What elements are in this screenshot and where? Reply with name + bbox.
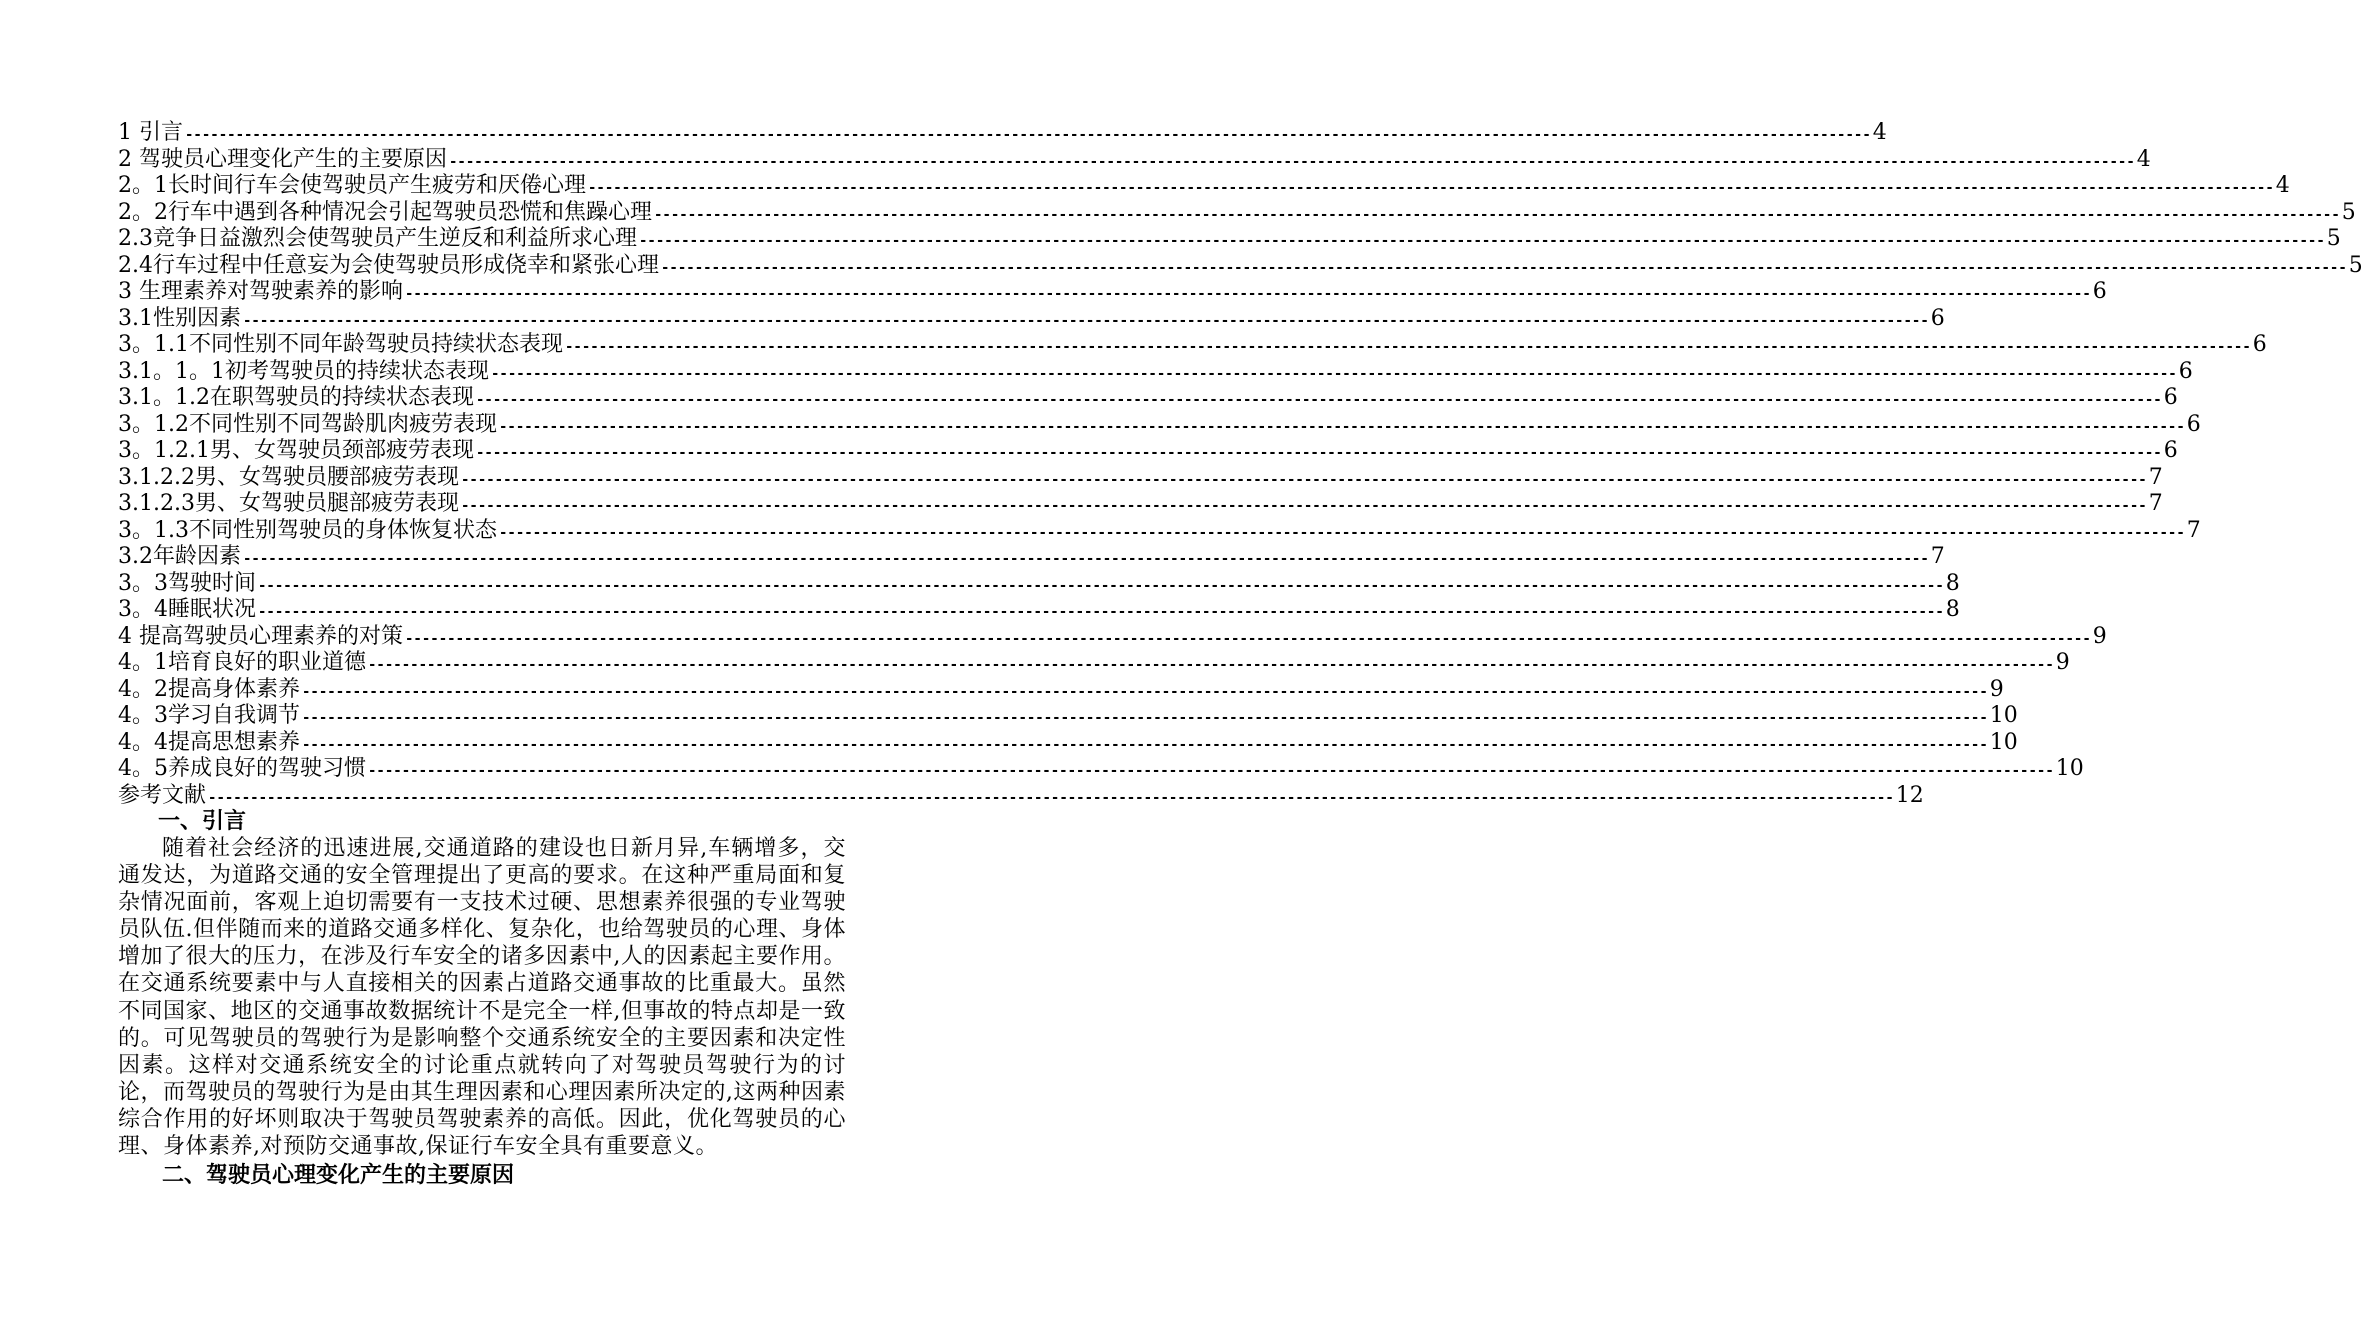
- toc-entry[interactable]: [118, 411, 2201, 439]
- toc-dot-leader: --------------------------------------------------------------------------------------------------------------------------------------------------------------------------------------------------------: [460, 498, 2147, 514]
- toc-entry-page-number: 5: [2341, 199, 2356, 225]
- toc-entry-page-number: 4: [2136, 146, 2151, 172]
- toc-entry[interactable]: [118, 517, 2201, 545]
- intro-paragraph: 随着社会经济的迅速进展,交通道路的建设也日新月异,车辆增多，交通发达，为道路交通的安全管理提出了更高的要求。在这种严重局面和复杂情况面前，客观上迫切需要有一支技术过硬、思想素养很强的专业驾驶员队伍.但伴随而来的道路交通多样化、复杂化，也给驾驶员的心理、身体增加了很大的压力，在涉及行车安全的诸多因素中,人的因素起主要作用。在交通系统要素中与人直接相关的因素占道路交通事故的比重最大。虽然不同国家、地区的交通事故数据统计不是完全一样,但事故的特点却是一致的。可见驾驶员的驾驶行为是影响整个交通系统安全的主要因素和决定性因素。这样对交通系统安全的讨论重点就转向了对驾驶员驾驶行为的讨论，而驾驶员的驾驶行为是由其生理因素和心理因素所决定的,这两种因素综合作用的好坏则取决于驾驶员驾驶素养的高低。因此，优化驾驶员的心理、身体素养,对预防交通事故,保证行车安全具有重要意义。: [118, 836, 846, 1160]
- toc-entry-page-number: 5: [2326, 226, 2341, 251]
- toc-entry-page-number: 6: [1930, 305, 1945, 331]
- toc-entry[interactable]: [118, 464, 2163, 492]
- toc-entry-page-number: 4: [2275, 173, 2290, 198]
- toc-entry[interactable]: [118, 199, 2356, 227]
- toc-dot-leader: --------------------------------------------------------------------------------------------------------------------------------------------------------------------------------------------------------: [565, 339, 2251, 355]
- toc-entry-page-number: 7: [2148, 464, 2163, 490]
- toc-entry[interactable]: [118, 226, 2341, 253]
- toc-dot-leader: --------------------------------------------------------------------------------------------------------------------------------------------------------------------------------------------------------: [499, 524, 2185, 541]
- toc-dot-leader: --------------------------------------------------------------------------------------------------------------------------------------------------------------------------------------------------------: [639, 233, 2325, 249]
- toc-dot-leader: --------------------------------------------------------------------------------------------------------------------------------------------------------------------------------------------------------: [368, 763, 2054, 779]
- toc-dot-leader: --------------------------------------------------------------------------------------------------------------------------------------------------------------------------------------------------------: [258, 577, 1944, 594]
- toc-entry-title: 2 驾驶员心理变化产生的主要原因: [118, 146, 447, 172]
- toc-entry-page-number: 6: [2163, 385, 2178, 410]
- toc-dot-leader: --------------------------------------------------------------------------------------------------------------------------------------------------------------------------------------------------------: [243, 551, 1929, 567]
- toc-dot-leader: --------------------------------------------------------------------------------------------------------------------------------------------------------------------------------------------------------: [449, 153, 2135, 170]
- toc-entry[interactable]: [118, 676, 2004, 704]
- toc-entry-page-number: 6: [2252, 332, 2267, 357]
- section-heading-main-causes: 二、驾驶员心理变化产生的主要原因: [162, 1163, 515, 1189]
- toc-entry-page-number: 4: [1872, 120, 1887, 145]
- toc-entry[interactable]: [118, 173, 2290, 200]
- toc-entry-page-number: 5: [2348, 252, 2363, 278]
- toc-entry[interactable]: [118, 332, 2267, 359]
- toc-entry-title: 2。2行车中遇到各种情况会引起驾驶员恐慌和焦躁心理: [118, 199, 652, 225]
- toc-entry-title: 4。1培育良好的职业道德: [118, 650, 366, 675]
- toc-entry-page-number: 7: [1930, 544, 1945, 569]
- toc-dot-leader: --------------------------------------------------------------------------------------------------------------------------------------------------------------------------------------------------------: [405, 286, 2091, 302]
- toc-dot-leader: --------------------------------------------------------------------------------------------------------------------------------------------------------------------------------------------------------: [208, 789, 1894, 806]
- toc-entry-title: 4。4提高思想素养: [118, 729, 300, 755]
- toc-entry-page-number: 6: [2178, 358, 2193, 384]
- toc-entry[interactable]: [118, 146, 2151, 174]
- toc-entry[interactable]: [118, 782, 1924, 810]
- toc-entry-title: 2.3竞争日益激烈会使驾驶员产生逆反和利益所求心理: [118, 226, 637, 251]
- toc-entry-page-number: 7: [2148, 491, 2163, 516]
- toc-entry-title: 参考文献: [118, 782, 207, 808]
- document-body: [118, 808, 846, 1189]
- toc-entry-page-number: 8: [1945, 570, 1960, 596]
- toc-entry[interactable]: [118, 756, 2084, 783]
- toc-entry-title: 3.1.2.2男、女驾驶员腰部疲劳表现: [118, 464, 459, 490]
- toc-dot-leader: --------------------------------------------------------------------------------------------------------------------------------------------------------------------------------------------------------: [405, 630, 2091, 647]
- toc-entry-page-number: 10: [1989, 729, 2018, 755]
- toc-entry-page-number: 7: [2186, 517, 2201, 543]
- toc-entry[interactable]: [118, 703, 2018, 730]
- toc-entry-title: 4。3学习自我调节: [118, 703, 300, 728]
- toc-entry-title: 3。4睡眠状况: [118, 597, 256, 622]
- toc-dot-leader: --------------------------------------------------------------------------------------------------------------------------------------------------------------------------------------------------------: [243, 312, 1929, 329]
- toc-entry-page-number: 9: [2092, 623, 2107, 649]
- toc-entry-page-number: 9: [1989, 676, 2004, 702]
- toc-entry-page-number: 10: [2055, 756, 2084, 781]
- toc-dot-leader: --------------------------------------------------------------------------------------------------------------------------------------------------------------------------------------------------------: [490, 365, 2177, 382]
- toc-dot-leader: --------------------------------------------------------------------------------------------------------------------------------------------------------------------------------------------------------: [302, 736, 1988, 753]
- toc-dot-leader: --------------------------------------------------------------------------------------------------------------------------------------------------------------------------------------------------------: [460, 471, 2147, 488]
- toc-entry-title: 4 提高驾驶员心理素养的对策: [118, 623, 403, 649]
- toc-dot-leader: --------------------------------------------------------------------------------------------------------------------------------------------------------------------------------------------------------: [302, 683, 1988, 700]
- toc-entry-title: 4。5养成良好的驾驶习惯: [118, 756, 366, 781]
- toc-entry-title: 3.1性别因素: [118, 305, 241, 331]
- toc-entry-title: 3。3驾驶时间: [118, 570, 256, 596]
- toc-entry[interactable]: [118, 597, 1960, 624]
- toc-dot-leader: --------------------------------------------------------------------------------------------------------------------------------------------------------------------------------------------------------: [302, 710, 1988, 726]
- toc-entry-title: 3。1.1不同性别不同年龄驾驶员持续状态表现: [118, 332, 563, 357]
- toc-entry-title: 4。2提高身体素养: [118, 676, 300, 702]
- toc-entry[interactable]: [118, 729, 2018, 757]
- toc-entry-page-number: 6: [2092, 279, 2107, 304]
- toc-entry[interactable]: [118, 491, 2163, 518]
- toc-entry[interactable]: [118, 358, 2193, 386]
- toc-entry[interactable]: [118, 120, 1887, 147]
- toc-dot-leader: --------------------------------------------------------------------------------------------------------------------------------------------------------------------------------------------------------: [654, 206, 2340, 223]
- toc-entry-title: 1 引言: [118, 120, 183, 145]
- toc-entry-page-number: 8: [1945, 597, 1960, 622]
- toc-dot-leader: --------------------------------------------------------------------------------------------------------------------------------------------------------------------------------------------------------: [258, 604, 1944, 620]
- toc-entry[interactable]: [118, 305, 1945, 333]
- toc-entry[interactable]: [118, 279, 2107, 306]
- toc-entry-title: 3.2年龄因素: [118, 544, 241, 569]
- toc-entry[interactable]: [118, 544, 1945, 571]
- toc-entry-page-number: 10: [1989, 703, 2018, 728]
- toc-dot-leader: --------------------------------------------------------------------------------------------------------------------------------------------------------------------------------------------------------: [588, 180, 2274, 196]
- toc-entry-title: 2。1长时间行车会使驾驶员产生疲劳和厌倦心理: [118, 173, 586, 198]
- toc-entry[interactable]: [118, 570, 1960, 598]
- toc-entry[interactable]: [118, 385, 2178, 412]
- table-of-contents: [118, 120, 2363, 809]
- toc-entry[interactable]: [118, 623, 2107, 651]
- toc-dot-leader: --------------------------------------------------------------------------------------------------------------------------------------------------------------------------------------------------------: [661, 259, 2347, 276]
- toc-dot-leader: --------------------------------------------------------------------------------------------------------------------------------------------------------------------------------------------------------: [368, 657, 2054, 673]
- toc-entry-title: 3 生理素养对驾驶素养的影响: [118, 279, 403, 304]
- toc-entry-title: 2.4行车过程中任意妄为会使驾驶员形成侥幸和紧张心理: [118, 252, 659, 278]
- toc-entry-title: 3。1.2不同性别不同驾龄肌肉疲劳表现: [118, 411, 497, 437]
- toc-entry-title: 3.1.2.3男、女驾驶员腿部疲劳表现: [118, 491, 459, 516]
- toc-entry-title: 3。1.2.1男、女驾驶员颈部疲劳表现: [118, 438, 474, 463]
- toc-dot-leader: --------------------------------------------------------------------------------------------------------------------------------------------------------------------------------------------------------: [475, 445, 2162, 461]
- toc-entry-title: 3.1。1。1初考驾驶员的持续状态表现: [118, 358, 489, 384]
- toc-entry[interactable]: [118, 438, 2178, 465]
- toc-entry-page-number: 12: [1895, 782, 1924, 808]
- section-heading-intro: 一、引言: [158, 809, 247, 834]
- toc-entry-page-number: 9: [2055, 650, 2070, 675]
- toc-dot-leader: --------------------------------------------------------------------------------------------------------------------------------------------------------------------------------------------------------: [185, 127, 1871, 143]
- toc-dot-leader: --------------------------------------------------------------------------------------------------------------------------------------------------------------------------------------------------------: [499, 418, 2185, 435]
- toc-dot-leader: --------------------------------------------------------------------------------------------------------------------------------------------------------------------------------------------------------: [475, 392, 2162, 408]
- toc-entry-title: 3。1.3不同性别驾驶员的身体恢复状态: [118, 517, 497, 543]
- toc-entry-page-number: 6: [2186, 411, 2201, 437]
- toc-entry[interactable]: [118, 650, 2070, 677]
- toc-entry-page-number: 6: [2163, 438, 2178, 463]
- toc-entry[interactable]: [118, 252, 2363, 280]
- toc-entry-title: 3.1。1.2在职驾驶员的持续状态表现: [118, 385, 474, 410]
